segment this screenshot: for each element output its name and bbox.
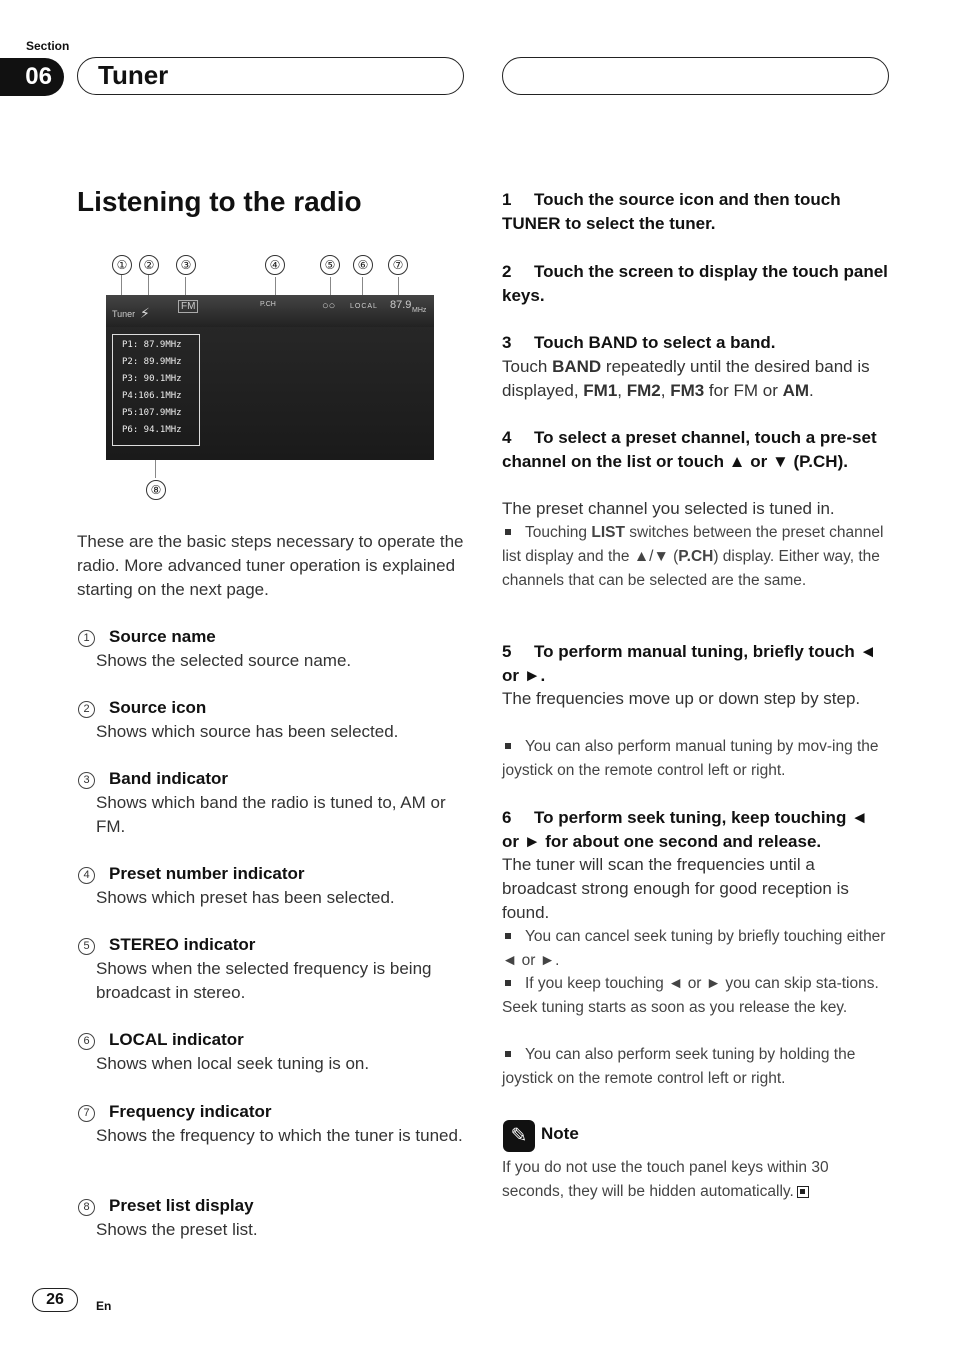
item-description: Shows the preset list.: [96, 1220, 258, 1239]
item-title: Frequency indicator: [109, 1102, 272, 1121]
band-fm2: FM2: [626, 381, 661, 400]
text-run: ) display. Either way, the channels that can be selected are the same.: [502, 548, 880, 589]
section-label: Section: [26, 39, 70, 53]
item-number: 2: [78, 701, 95, 718]
item-description: Shows when local seek tuning is on.: [96, 1054, 370, 1073]
item-title: LOCAL indicator: [109, 1030, 244, 1049]
band-fm3: FM3: [670, 381, 705, 400]
callout-7: ⑦: [388, 255, 408, 275]
step-5: [502, 640, 888, 688]
step-2: [502, 260, 888, 308]
step-5-body: The frequencies move up or down step by step.: [502, 689, 861, 708]
step-4: [502, 426, 888, 474]
bullet-square-icon: [505, 980, 511, 986]
item-title: STEREO indicator: [109, 935, 256, 954]
step-6-note-2: [502, 972, 890, 1020]
step-5-note: [502, 735, 890, 783]
screen-preset-number: P.CH: [260, 301, 276, 308]
callout-6: ⑥: [353, 255, 373, 275]
step-text: To perform seek tuning, keep touching ◄ or ► for about one second and release.: [502, 808, 868, 851]
item-description: Shows the frequency to which the tuner is tuned.: [96, 1126, 463, 1145]
step-number: 2: [502, 262, 512, 281]
screen-frequency-unit: MHz: [412, 307, 427, 314]
item-number: 6: [78, 1033, 95, 1050]
item-title: Source name: [109, 627, 216, 646]
item-number: 1: [78, 630, 95, 647]
text-run: Touch: [502, 357, 553, 376]
step-number: 6: [502, 808, 512, 827]
step-number: 4: [502, 428, 512, 447]
source-icon: ⚡: [140, 305, 150, 321]
callout-8: ⑧: [146, 480, 166, 500]
bullet-square-icon: [505, 743, 511, 749]
bullet-square-icon: [505, 933, 511, 939]
item-title: Preset list display: [109, 1196, 254, 1215]
step-6-note-3: [502, 1043, 890, 1091]
text-run-bold: P.CH: [678, 548, 714, 565]
item-title: Preset number indicator: [109, 864, 305, 883]
step-4-note: [502, 521, 890, 593]
text-run: repeatedly until the desired band is displayed,: [502, 357, 870, 400]
screen-band-indicator: FM: [178, 300, 198, 313]
step-6: [502, 806, 888, 854]
item-description: Shows which band the radio is tuned to, AM or FM.: [96, 793, 446, 836]
callout-1: ①: [112, 255, 132, 275]
screen-local-indicator: LOCAL: [350, 303, 378, 310]
text-run: If you keep touching ◄ or ► you can skip sta-tions. Seek tuning starts as soon as you release the key.: [502, 975, 879, 1016]
item-number: 7: [78, 1105, 95, 1122]
screen-status-bar: [106, 295, 434, 327]
item-title: Source icon: [109, 698, 207, 717]
text-run: You can also perform manual tuning by mov-ing the joystick on the remote control left or right.: [502, 738, 879, 779]
note-text: [502, 1156, 890, 1204]
step-6-note-1: [502, 925, 890, 973]
preset-item: P3: 90.1MHz: [122, 374, 182, 384]
preset-item: P4:106.1MHz: [122, 391, 182, 401]
screen-stereo-indicator: ○○: [322, 300, 336, 312]
text-run-bold: BAND: [552, 357, 602, 376]
item-description: Shows which source has been selected.: [96, 722, 399, 741]
callout-4: ④: [265, 255, 285, 275]
page-number: 26: [32, 1288, 78, 1312]
step-4-body: The preset channel you selected is tuned in.: [502, 499, 835, 518]
step-number: 5: [502, 642, 512, 661]
item-description: Shows the selected source name.: [96, 651, 352, 670]
item-number: 4: [78, 867, 95, 884]
step-6-body: The tuner will scan the frequencies until a broadcast strong enough for good reception is found.: [502, 855, 849, 922]
chapter-title: Tuner: [98, 60, 169, 90]
screen-frequency: 87.9: [390, 299, 412, 311]
text-run: switches between the preset channel list display and the ▲/▼ (: [502, 524, 884, 565]
page-title: Listening to the radio: [77, 186, 362, 217]
callout-2: ②: [139, 255, 159, 275]
text-run-bold: LIST: [591, 524, 625, 541]
step-text: To perform manual tuning, briefly touch ◄ or ►.: [502, 642, 877, 685]
note-label: Note: [541, 1124, 579, 1143]
item-title: Band indicator: [109, 769, 229, 788]
item-description: Shows when the selected frequency is being broadcast in stereo.: [96, 959, 432, 1002]
preset-item: P6: 94.1MHz: [122, 425, 182, 435]
step-text: To select a preset channel, touch a pre-set channel on the list or touch ▲ or ▼ (P.CH).: [502, 428, 877, 471]
preset-item: P5:107.9MHz: [122, 408, 182, 418]
step-3: [502, 331, 888, 355]
section-number-badge: 06: [0, 58, 64, 96]
callout-3: ③: [176, 255, 196, 275]
preset-item: P2: 89.9MHz: [122, 357, 182, 367]
preset-list: [112, 334, 200, 446]
step-text: Touch BAND to select a band.: [534, 333, 776, 352]
text-run: Touching: [525, 524, 592, 541]
bullet-square-icon: [505, 529, 511, 535]
note-pencil-icon: ✎: [503, 1120, 535, 1152]
item-number: 5: [78, 938, 95, 955]
figure-callouts: [110, 255, 420, 277]
step-text: Touch the source icon and then touch TUNER to select the tuner.: [502, 190, 841, 233]
screen-source-name: Tuner: [112, 309, 136, 319]
band-am: AM: [782, 381, 810, 400]
step-text: Touch the screen to display the touch panel keys.: [502, 262, 888, 305]
text-run: for FM or: [704, 381, 783, 400]
intro-paragraph: These are the basic steps necessary to operate the radio. More advanced tuner operation is explained starting on the next page.: [77, 532, 464, 599]
text-run: If you do not use the touch panel keys within 30 seconds, they will be hidden automatically.: [502, 1159, 829, 1200]
item-number: 8: [78, 1199, 95, 1216]
band-fm1: FM1: [583, 381, 618, 400]
end-mark-icon: [797, 1186, 809, 1198]
step-number: 1: [502, 190, 512, 209]
item-description: Shows which preset has been selected.: [96, 888, 395, 907]
item-number: 3: [78, 772, 95, 789]
callout-5: ⑤: [320, 255, 340, 275]
language-code: En: [96, 1299, 112, 1313]
preset-item: P1: 87.9MHz: [122, 340, 182, 350]
bullet-square-icon: [505, 1051, 511, 1057]
text-run: You can also perform seek tuning by holding the joystick on the remote control left or right.: [502, 1046, 856, 1087]
step-3-body: Touch BAND repeatedly until the desired band is displayed, FM1, FM2, FM3 for FM or AM.: [502, 357, 870, 400]
tuner-screen-illustration: [106, 295, 434, 460]
empty-header-frame: [502, 57, 889, 95]
step-number: 3: [502, 333, 512, 352]
step-1: [502, 188, 888, 236]
text-run: You can cancel seek tuning by briefly touching either ◄ or ►.: [502, 928, 886, 969]
